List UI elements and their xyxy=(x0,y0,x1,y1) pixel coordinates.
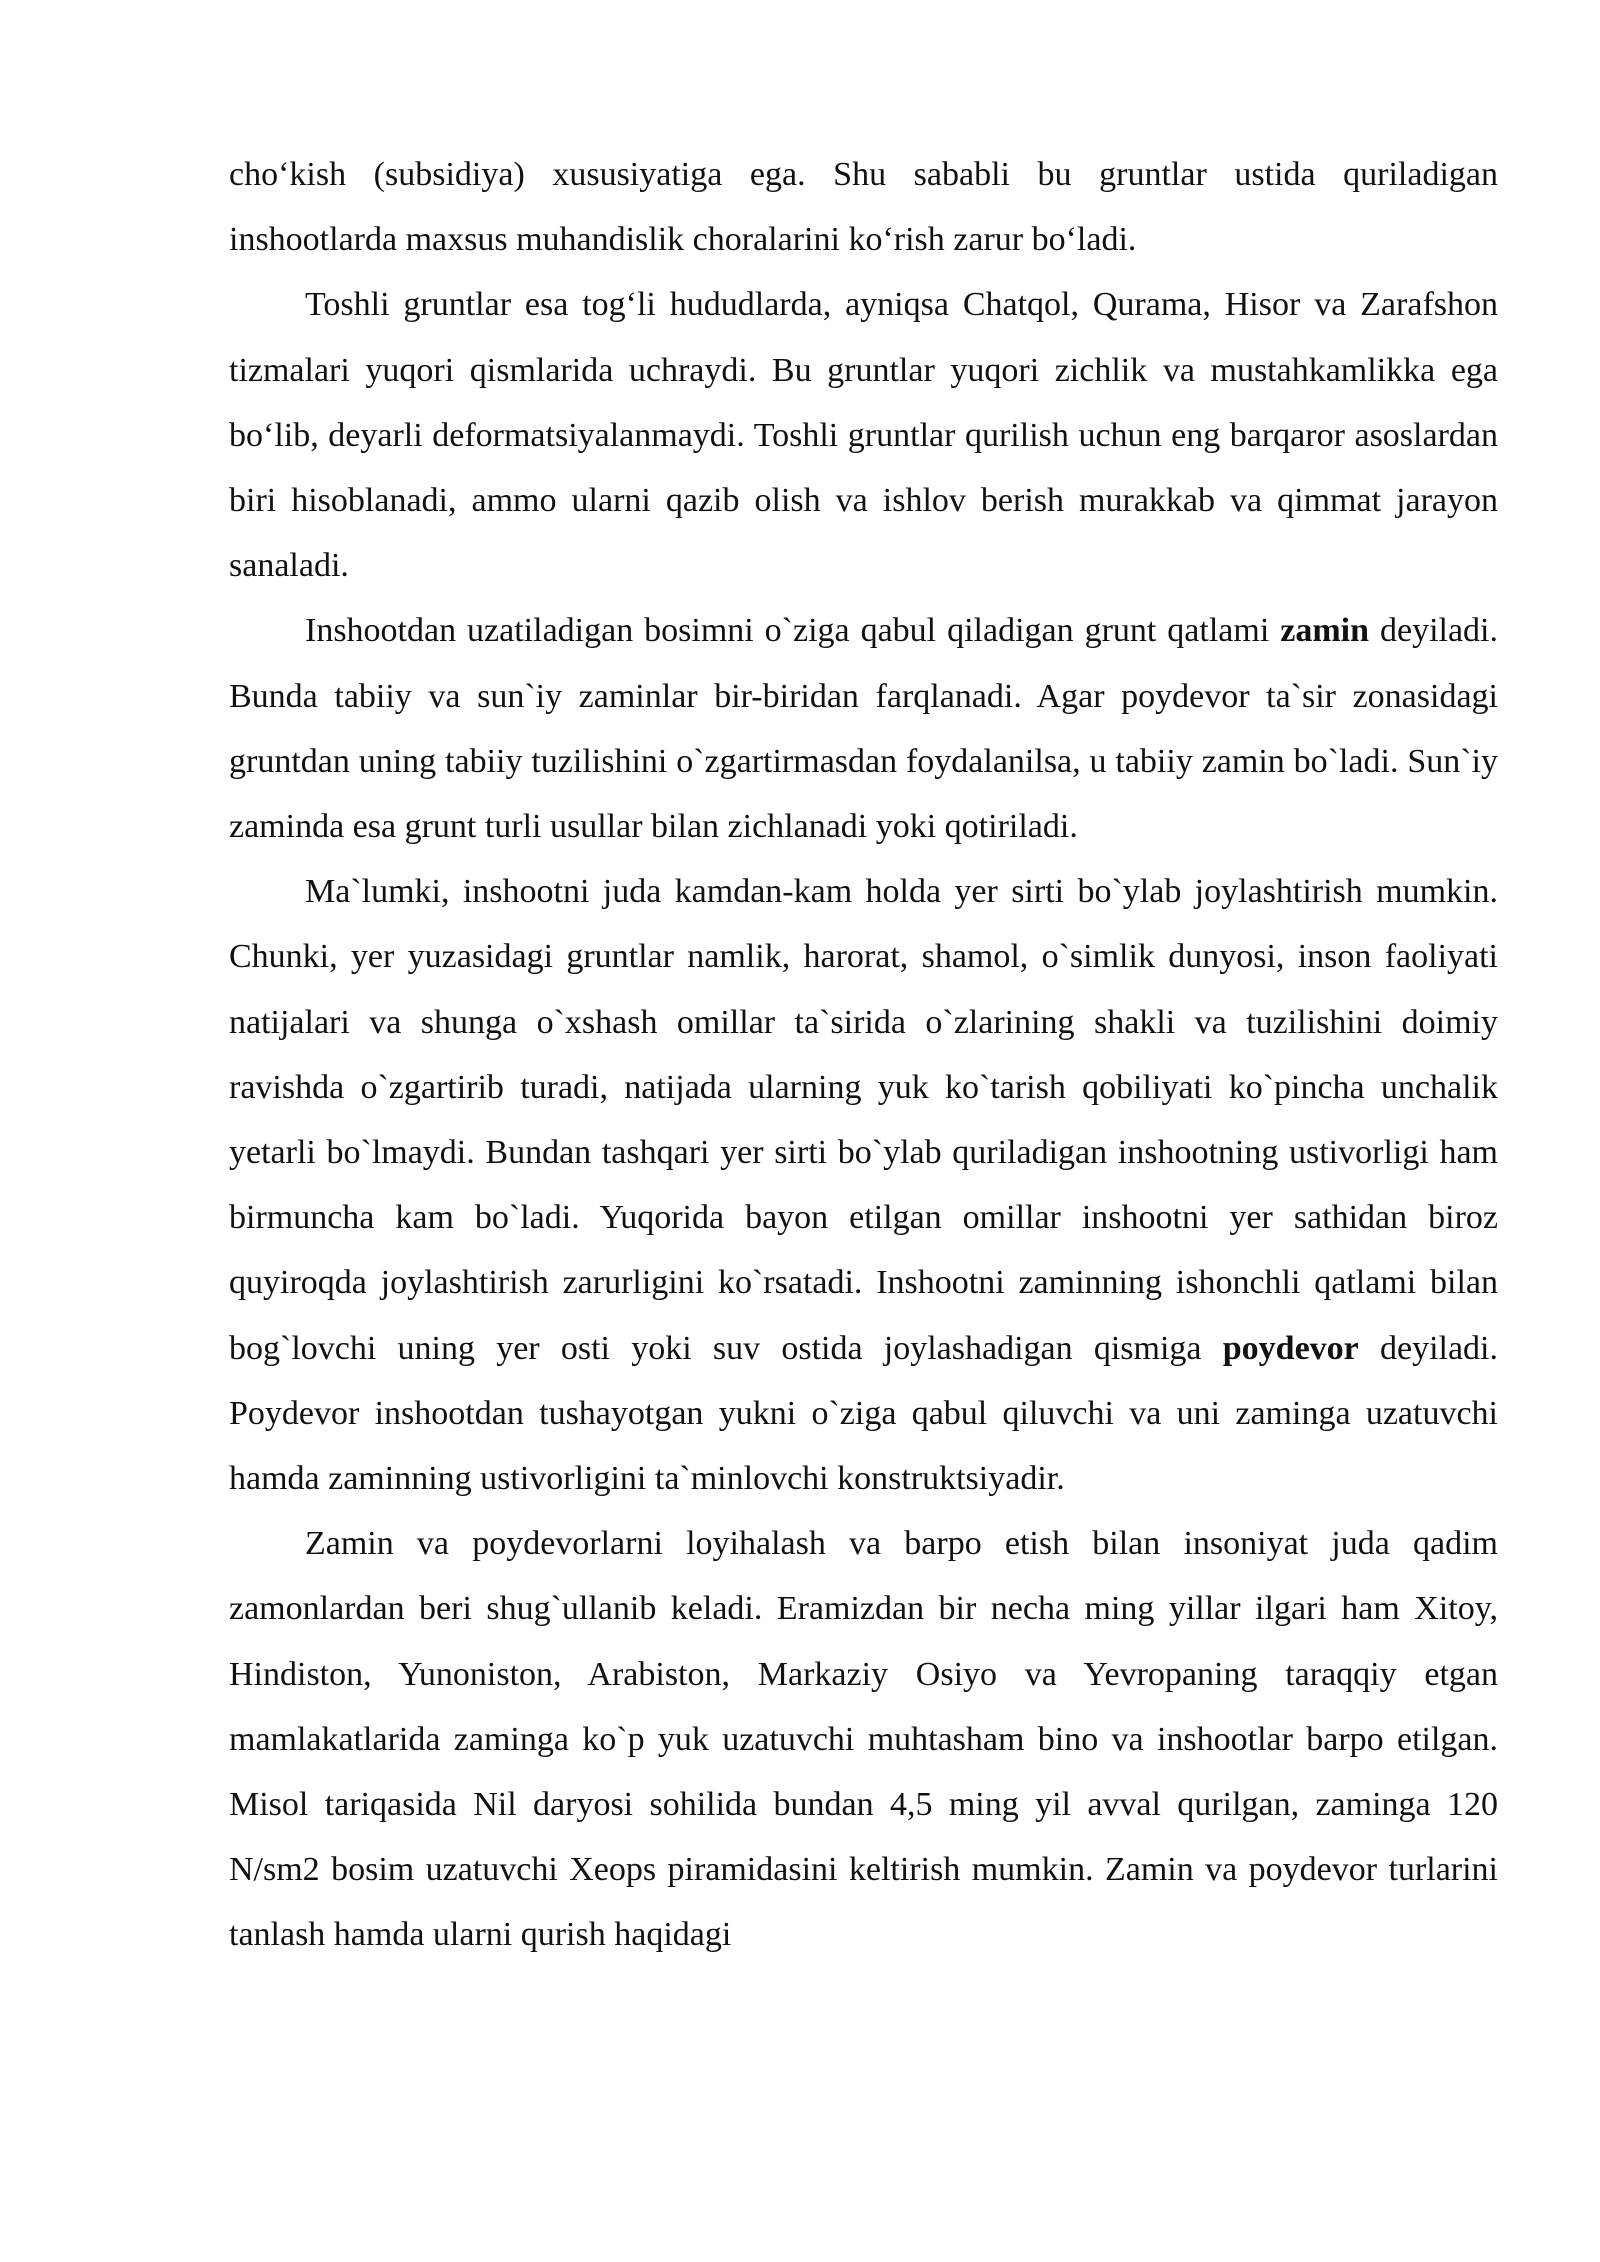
paragraph-3-text-a: Inshootdan uzatiladigan bosimni o`ziga qabul qiladigan grunt qatlami xyxy=(305,612,1281,650)
paragraph-5 xyxy=(229,1511,1498,1967)
paragraph-2 xyxy=(229,272,1498,598)
paragraph-1-text: cho‘kish (subsidiya) xususiyatiga ega. Shu sababli bu gruntlar ustida quriladigan inshootlarda maxsus muhandislik choralarini ko‘rish zarur bo‘ladi. xyxy=(229,156,1498,259)
paragraph-4-text-b: deyiladi. Poydevor inshootdan tushayotgan yukni o`ziga qabul qiluvchi va uni zaminga uzatuvchi hamda zaminning ustivorligini ta`minlovchi konstruktsiyadir. xyxy=(229,1329,1498,1498)
document-page xyxy=(229,142,1498,1968)
term-zamin: zamin xyxy=(1280,612,1370,650)
paragraph-4-text-a: Ma`lumki, inshootni juda kamdan-kam holda yer sirti bo`ylab joylashtirish mumkin. Chunki, yer yuzasidagi gruntlar namlik, harorat, shamol, o`simlik dunyosi, inson faoliyati natijalari va shunga o`xshash omillar ta`sirida o`zlarining shakli va tuzilishini doimiy ravishda o`zgartirib turadi, natijada ularning yuk ko`tarish qobiliyati ko`pincha unchalik yetarli bo`lmaydi. Bundan tashqari yer sirti bo`ylab quriladigan inshootning ustivorligi ham birmuncha kam bo`ladi. Yuqorida bayon etilgan omillar inshootni yer sathidan biroz quyiroqda joylashtirish zarurligini ko`rsatadi. Inshootni zaminning ishonchli qatlami bilan bog`lovchi uning yer osti yoki suv ostida joylashadigan qismiga xyxy=(229,873,1498,1367)
paragraph-3-text-b: deyiladi. Bunda tabiiy va sun`iy zaminlar bir-biridan farqlanadi. Agar poydevor ta`sir zonasidagi gruntdan uning tabiiy tuzilishini o`zgartirmasdan foydalanilsa, u tabiiy zamin bo`ladi. Sun`iy zaminda esa grunt turli usullar bilan zichlanadi yoki qotiriladi. xyxy=(229,612,1498,846)
paragraph-1 xyxy=(229,142,1498,272)
paragraph-3 xyxy=(229,598,1498,859)
paragraph-2-text: Toshli gruntlar esa tog‘li hududlarda, ayniqsa Chatqol, Qurama, Hisor va Zarafshon tizmalari yuqori qismlarida uchraydi. Bu gruntlar yuqori zichlik va mustahkamlikka ega bo‘lib, deyarli deformatsiyalanmaydi. Toshli gruntlar qurilish uchun eng barqaror asoslardan biri hisoblanadi, ammo ularni qazib olish va ishlov berish murakkab va qimmat jarayon sanaladi. xyxy=(229,286,1498,585)
paragraph-4 xyxy=(229,859,1498,1511)
paragraph-5-text: Zamin va poydevorlarni loyihalash va barpo etish bilan insoniyat juda qadim zamonlardan beri shug`ullanib keladi. Eramizdan bir necha ming yillar ilgari ham Xitoy, Hindiston, Yunoniston, Arabiston, Markaziy Osiyo va Yevropaning taraqqiy etgan mamlakatlarida zaminga ko`p yuk uzatuvchi muhtasham bino va inshootlar barpo etilgan. Misol tariqasida Nil daryosi sohilida bundan 4,5 ming yil avval qurilgan, zaminga 120 N/sm2 bosim uzatuvchi Xeops piramidasini keltirish mumkin. Zamin va poydevor turlarini tanlash hamda ularni qurish haqidagi xyxy=(229,1525,1498,1954)
term-poydevor: poydevor xyxy=(1222,1329,1359,1367)
